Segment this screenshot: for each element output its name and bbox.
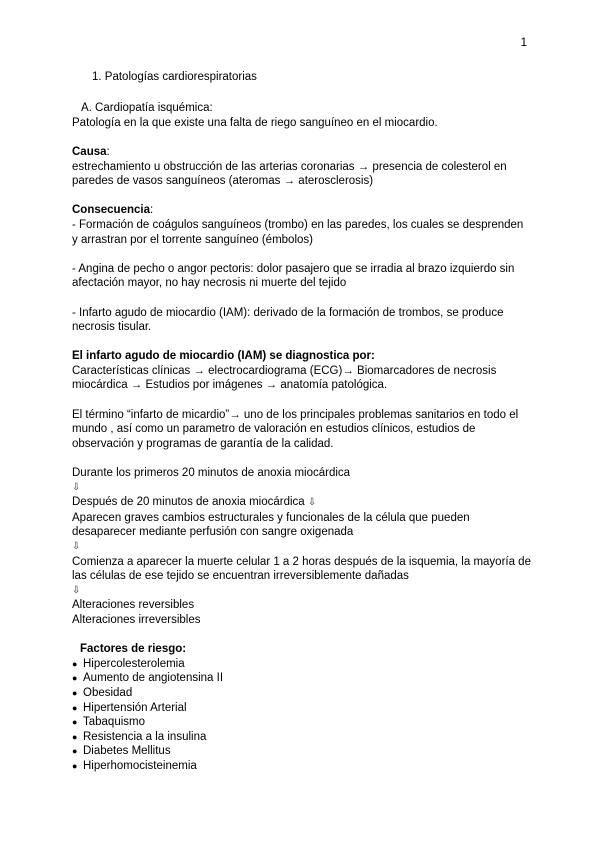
timeline-line-6: Alteraciones irreversibles xyxy=(72,613,201,626)
consecuencia-paragraph xyxy=(72,203,532,218)
factor-label: Tabaquismo xyxy=(83,716,146,729)
list-item xyxy=(72,686,532,701)
diagnostico-heading: El infarto agudo de miocardio (IAM) se diagnostica por: xyxy=(72,350,375,363)
subsection-title: A. Cardiopatía isquémica: xyxy=(81,102,213,115)
down-arrow-icon: ⇩ xyxy=(72,481,81,493)
factor-label: Hipertensión Arterial xyxy=(83,701,187,714)
factor-label: Hiperhomocisteinemia xyxy=(83,759,197,772)
causa-text: estrechamiento u obstrucción de las arterias coronarias → presencia de colesterol en paredes de vasos sanguíneos (ateromas → aterosclerosis) xyxy=(72,160,507,188)
causa-label: Causa xyxy=(72,145,107,158)
factor-label: Aumento de angiotensina II xyxy=(83,672,224,685)
causa-colon: : xyxy=(106,145,110,158)
factor-label: Resistencia a la insulina xyxy=(83,730,207,743)
definition-text: Patología en la que existe una falta de riego sanguíneo en el miocardio. xyxy=(72,116,438,129)
list-item xyxy=(72,730,532,745)
consecuencia-label: Consecuencia xyxy=(72,204,150,217)
timeline-line-1: Durante los primeros 20 minutos de anoxia miocárdica xyxy=(72,467,351,480)
timeline-line-2-text: Después de 20 minutos de anoxia miocárdica xyxy=(72,496,305,509)
down-arrow-icon: ⇩ xyxy=(72,541,81,552)
factores-list xyxy=(72,657,532,774)
diagnostico-text: Características clínicas → electrocardiograma (ECG)→ Biomarcadores de necrosis miocárdica → Estudios por imágenes → anatomía patológica. xyxy=(72,364,497,392)
timeline-line-3: Aparecen graves cambios estructurales y funcionales de la célula que pueden desaparecer mediante perfusión con sangre oxigenada xyxy=(72,511,470,539)
causa-paragraph xyxy=(72,145,532,160)
document-body xyxy=(72,70,532,774)
consecuencia-item: - Formación de coágulos sanguíneos (trombo) en las paredes, los cuales se desprenden y arrastran por el torrente sanguíneo (émbolos) xyxy=(72,218,524,246)
termino-paragraph: El término “infarto de micardio”→ uno de los principales problemas sanitarios en todo el mundo , así como un parametro de valoración en estudios clínicos, estudios de observación y programas de garantía de la calidad. xyxy=(72,408,519,450)
down-arrow-icon: ⇩ xyxy=(72,584,81,596)
list-item xyxy=(72,701,532,716)
list-item xyxy=(72,671,532,686)
timeline-line-4: Comienza a aparecer la muerte celular 1 a 2 horas después de la isquemia, la mayoría de las células de ese tejido se encuentran irreversiblemente dañadas xyxy=(72,555,531,583)
section-title: 1. Patologías cardiorespiratorias xyxy=(92,71,257,83)
list-item xyxy=(72,744,532,759)
consecuencia-colon: : xyxy=(149,204,154,217)
down-arrow-icon: ⇩ xyxy=(307,497,317,509)
list-item xyxy=(72,759,532,774)
factor-label: Obesidad xyxy=(83,686,133,699)
factor-label: Hipercolesterolemia xyxy=(83,657,185,670)
timeline-line-2 xyxy=(72,495,532,511)
factores-heading: Factores de riesgo: xyxy=(80,643,187,656)
consecuencia-item: - Angina de pecho o angor pectoris: dolor pasajero que se irradia al brazo izquierdo sin afectación mayor, no hay necrosis ni muerte del tejido xyxy=(72,262,515,290)
list-item xyxy=(72,657,532,672)
consecuencia-item: - Infarto agudo de miocardio (IAM): derivado de la formación de trombos, se produce necrosis tisular. xyxy=(72,306,504,334)
factor-label: Diabetes Mellitus xyxy=(83,745,171,758)
page-number: 1 xyxy=(520,37,527,49)
list-item xyxy=(72,715,532,730)
timeline-line-5: Alteraciones reversibles xyxy=(72,599,195,612)
